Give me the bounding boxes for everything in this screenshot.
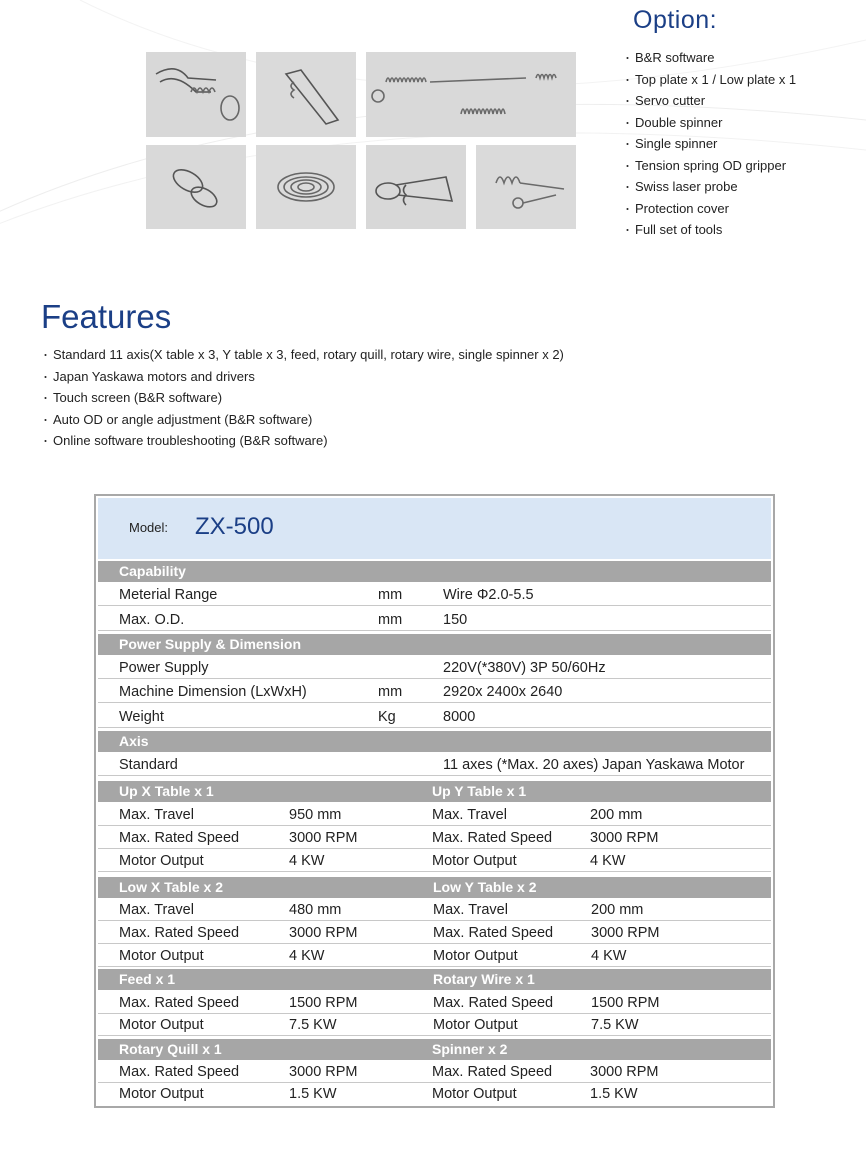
row-name: Max. Rated Speed: [119, 995, 240, 1011]
table-row: [98, 804, 771, 826]
option-item: ・ Single spinner: [622, 134, 796, 156]
spring-photo-torsion: [476, 145, 576, 229]
option-item: ・ Tension spring OD gripper: [622, 156, 796, 178]
features-title: Features: [41, 298, 172, 335]
row-value: 3000 RPM: [590, 830, 659, 846]
row-name: Motor Output: [119, 948, 204, 964]
option-title: Option:: [633, 6, 718, 34]
spring-photo-clip: [256, 52, 356, 137]
row-value: 3000 RPM: [289, 1064, 358, 1080]
row-value: 220V(*380V) 3P 50/60Hz: [443, 660, 606, 676]
table-row: [98, 922, 771, 944]
spring-photo-hook-loop: [146, 52, 246, 137]
table-row: [98, 992, 771, 1014]
table-row: [98, 1061, 771, 1083]
table-row: [98, 850, 771, 872]
row-name: Power Supply: [119, 660, 209, 676]
row-value: Wire Φ2.0-5.5: [443, 587, 534, 603]
section-header-feed: Feed x 1: [119, 971, 176, 987]
option-item: ・ Top plate x 1 / Low plate x 1: [622, 70, 796, 92]
table-row: [98, 706, 771, 728]
row-value: 4 KW: [591, 948, 627, 964]
table-row: [98, 584, 771, 606]
spring-photo-tong: [366, 145, 466, 229]
row-name: Max. Rated Speed: [432, 1064, 553, 1080]
row-value: 150: [443, 612, 468, 628]
section-low-tables: [98, 877, 771, 898]
table-row: [98, 899, 771, 921]
feature-item: ・ Standard 11 axis(X table x 3, Y table x 3, feed, rotary quill, rotary wire, single spinner x 2): [40, 345, 564, 367]
section-header-up-x: Up X Table x 1: [119, 783, 214, 799]
row-name: Max. Rated Speed: [119, 830, 240, 846]
row-value: 4 KW: [289, 948, 325, 964]
row-value: 1.5 KW: [289, 1086, 337, 1102]
table-row: [98, 1014, 771, 1036]
row-value: 1.5 KW: [590, 1086, 638, 1102]
spring-photo-figure-eight: [146, 145, 246, 229]
option-item: ・ Servo cutter: [622, 91, 796, 113]
option-list: [622, 48, 796, 242]
row-name: Motor Output: [433, 1017, 518, 1033]
section-header-low-y: Low Y Table x 2: [433, 879, 537, 895]
spring-photo-extension: [366, 52, 576, 137]
section-header: Power Supply & Dimension: [119, 636, 302, 652]
row-value: 200 mm: [591, 902, 644, 918]
feature-item: ・ Online software troubleshooting (B&R software): [40, 431, 564, 453]
row-value: 4 KW: [289, 853, 325, 869]
table-row: [98, 657, 771, 679]
section-header-up-y: Up Y Table x 1: [432, 783, 527, 799]
row-name: Max. Rated Speed: [433, 925, 554, 941]
model-label: Model:: [129, 520, 169, 535]
features-list: [40, 345, 564, 453]
row-name: Motor Output: [119, 853, 204, 869]
row-unit: mm: [378, 587, 403, 603]
table-row: [98, 609, 771, 631]
row-value: 8000: [443, 709, 476, 725]
row-name: Max. Travel: [432, 807, 507, 823]
table-row: [98, 754, 771, 776]
model-value: ZX-500: [195, 513, 274, 540]
row-name: Machine Dimension (LxWxH): [119, 684, 307, 700]
row-name: Motor Output: [432, 853, 517, 869]
table-row: [98, 945, 771, 967]
section-power-supply: [98, 634, 771, 655]
section-header-spinner: Spinner x 2: [432, 1041, 508, 1057]
feature-item: ・ Touch screen (B&R software): [40, 388, 564, 410]
row-value: 2920x 2400x 2640: [443, 684, 563, 700]
section-capability: [98, 561, 771, 582]
section-header-rotary-quill: Rotary Quill x 1: [119, 1041, 222, 1057]
row-unit: mm: [378, 684, 403, 700]
table-row: [98, 1083, 771, 1105]
row-name: Max. Rated Speed: [119, 1064, 240, 1080]
row-name: Standard: [119, 757, 178, 773]
row-name: Max. Rated Speed: [433, 995, 554, 1011]
row-value: 7.5 KW: [289, 1017, 337, 1033]
row-unit: Kg: [378, 709, 396, 725]
feature-item: ・ Japan Yaskawa motors and drivers: [40, 367, 564, 389]
row-name: Meterial Range: [119, 587, 218, 603]
row-name: Max. Rated Speed: [119, 925, 240, 941]
section-header: Capability: [119, 563, 186, 579]
row-value: 3000 RPM: [590, 1064, 659, 1080]
spec-table: [94, 494, 775, 1108]
row-name: Max. Travel: [119, 807, 194, 823]
section-header-low-x: Low X Table x 2: [119, 879, 223, 895]
row-name: Motor Output: [432, 1086, 517, 1102]
section-header: Axis: [119, 733, 149, 749]
option-item: ・ B&R software: [622, 48, 796, 70]
section-up-tables: [98, 781, 771, 802]
row-name: Max. Travel: [433, 902, 508, 918]
row-value: 4 KW: [590, 853, 626, 869]
row-value: 7.5 KW: [591, 1017, 639, 1033]
section-quill-spinner: [98, 1039, 771, 1060]
model-row: [98, 498, 771, 559]
row-value: 950 mm: [289, 807, 342, 823]
table-row: [98, 681, 771, 703]
row-unit: mm: [378, 612, 403, 628]
option-item: ・ Swiss laser probe: [622, 177, 796, 199]
table-row: [98, 827, 771, 849]
row-name: Motor Output: [433, 948, 518, 964]
spring-photo-spiral: [256, 145, 356, 229]
row-name: Motor Output: [119, 1017, 204, 1033]
row-value: 3000 RPM: [591, 925, 660, 941]
row-value: 1500 RPM: [289, 995, 358, 1011]
row-value: 1500 RPM: [591, 995, 660, 1011]
row-name: Max. Rated Speed: [432, 830, 553, 846]
row-value: 480 mm: [289, 902, 342, 918]
option-item: ・ Double spinner: [622, 113, 796, 135]
row-name: Max. Travel: [119, 902, 194, 918]
row-value: 11 axes (*Max. 20 axes) Japan Yaskawa Motor: [443, 757, 745, 773]
feature-item: ・ Auto OD or angle adjustment (B&R software): [40, 410, 564, 432]
section-feed-rotary-wire: [98, 969, 771, 990]
section-header-rotary-wire: Rotary Wire x 1: [433, 971, 535, 987]
row-value: 200 mm: [590, 807, 643, 823]
row-value: 3000 RPM: [289, 925, 358, 941]
row-name: Motor Output: [119, 1086, 204, 1102]
option-item: ・ Protection cover: [622, 199, 796, 221]
option-item: ・ Full set of tools: [622, 220, 796, 242]
row-value: 3000 RPM: [289, 830, 358, 846]
row-name: Weight: [119, 709, 164, 725]
section-axis: [98, 731, 771, 752]
row-name: Max. O.D.: [119, 612, 185, 628]
